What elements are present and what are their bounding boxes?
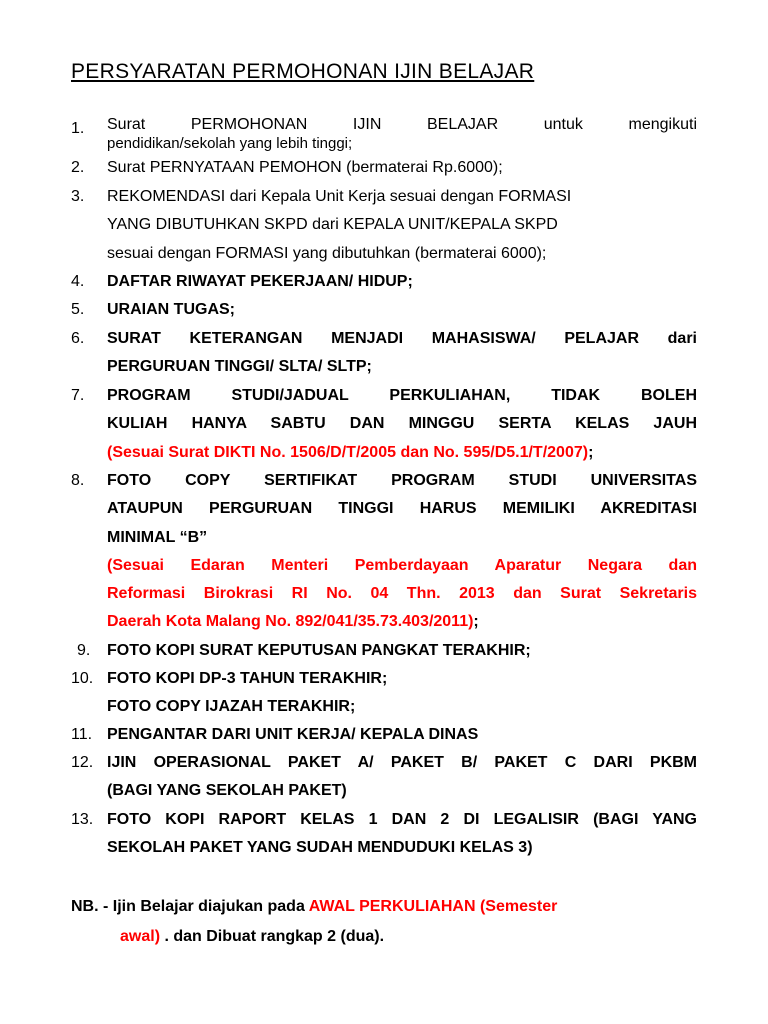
list-item: [71, 637, 697, 665]
item-number: 3.: [71, 188, 85, 205]
text-fragment: REKOMENDASI: [107, 188, 226, 205]
item-text-line: [107, 183, 697, 211]
text-fragment: PERNYATAAN PEMOHON: [149, 159, 342, 176]
item-text-line: PERGURUAN TINGGI/ SLTA/ SLTP;: [107, 358, 372, 376]
list-item: [71, 115, 697, 152]
text-fragment: FORMASI: [215, 244, 289, 262]
item-number: 13.: [71, 811, 94, 828]
text-fragment: ;: [588, 443, 594, 461]
item-number: 9.: [77, 642, 91, 659]
item-number: 12.: [71, 754, 94, 771]
item-text-line: [107, 240, 697, 268]
text-fragment: yang dibutuhkan (bermaterai 6000);: [288, 244, 547, 262]
regulation-reference: (Sesuai Edaran Menteri Pemberdayaan Aparatur Negara dan: [107, 556, 697, 574]
nb-line: [71, 922, 711, 952]
page-title: PERSYARATAN PERMOHONAN IJIN BELAJAR: [71, 60, 535, 83]
regulation-reference: (Sesuai Surat DIKTI No. 1506/D/T/2005 dan No. 595/D5.1/T/2007): [107, 443, 589, 461]
item-text-line: DAFTAR RIWAYAT PEKERJAAN/ HIDUP;: [107, 273, 413, 290]
item-text-line: PENGANTAR DARI UNIT KERJA/ KEPALA DINAS: [107, 726, 479, 743]
item-text-line: (BAGI YANG SEKOLAH PAKET): [107, 782, 347, 800]
item-text-line: FOTO KOPI RAPORT KELAS 1 DAN 2 DI LEGALISIR (BAGI YANG: [107, 811, 697, 828]
item-text-line: IJIN OPERASIONAL PAKET A/ PAKET B/ PAKET C DARI PKBM: [107, 754, 697, 771]
item-number: 2.: [71, 159, 85, 176]
list-item: [71, 154, 697, 182]
list-item: [71, 806, 697, 863]
item-text-line: [107, 608, 697, 636]
list-item: [71, 721, 697, 749]
text-fragment: Surat: [107, 159, 150, 176]
item-text-line: [107, 154, 697, 182]
nb-highlight: AWAL PERKULIAHAN (Semester: [308, 898, 558, 915]
list-item: [71, 665, 697, 722]
text-fragment: (bermaterai Rp.6000);: [341, 159, 503, 176]
nb-note: [71, 892, 711, 952]
list-item: [71, 325, 697, 382]
list-item: [71, 382, 697, 467]
text-fragment: dari Kepala Unit Kerja sesuai dengan: [225, 188, 499, 205]
list-item: [71, 749, 697, 806]
item-text-line: FOTO COPY IJAZAH TERAKHIR;: [107, 698, 356, 716]
item-number: 1.: [71, 120, 85, 137]
item-number: 10.: [71, 670, 94, 687]
item-text-line: MINIMAL “B”: [107, 528, 208, 546]
item-number: 5.: [71, 301, 85, 318]
item-text-line: [107, 439, 697, 467]
item-text-line: URAIAN TUGAS;: [107, 301, 235, 318]
item-text-line: FOTO KOPI SURAT KEPUTUSAN PANGKAT TERAKHIR;: [107, 642, 531, 659]
list-item: [71, 296, 697, 324]
item-text-line: SURAT KETERANGAN MENJADI MAHASISWA/ PELAJAR dari: [107, 330, 697, 347]
item-number: 8.: [71, 472, 85, 489]
text-fragment: sesuai dengan: [107, 244, 216, 262]
regulation-reference: Reformasi Birokrasi RI No. 04 Thn. 2013 dan Surat Sekretaris: [107, 585, 697, 603]
text-fragment: . dan Dibuat rangkap 2 (dua).: [160, 928, 385, 945]
item-number: 4.: [71, 273, 85, 290]
regulation-reference: Daerah Kota Malang No. 892/041/35.73.403/2011): [107, 613, 474, 631]
item-text-line: SEKOLAH PAKET YANG SUDAH MENDUDUKI KELAS 3): [107, 839, 533, 857]
text-fragment: ;: [473, 613, 479, 631]
item-number: 7.: [71, 387, 85, 404]
item-text-line: FOTO COPY SERTIFIKAT PROGRAM STUDI UNIVERSITAS: [107, 472, 697, 489]
list-item: [71, 183, 697, 268]
list-item: [71, 467, 697, 637]
item-text-line: FOTO KOPI DP-3 TAHUN TERAKHIR;: [107, 670, 388, 687]
item-number: 11.: [71, 726, 93, 743]
item-text-line: ATAUPUN PERGURUAN TINGGI HARUS MEMILIKI AKREDITASI: [107, 500, 697, 518]
list-item: [71, 268, 697, 296]
text-fragment: FORMASI: [498, 188, 572, 205]
item-number: 6.: [71, 330, 85, 347]
nb-line: [71, 892, 711, 922]
item-text-line: PROGRAM STUDI/JADUAL PERKULIAHAN, TIDAK BOLEH: [107, 387, 697, 404]
text-fragment: NB. - Ijin Belajar diajukan pada: [71, 898, 309, 915]
item-text-line: KULIAH HANYA SABTU DAN MINGGU SERTA KELAS JAUH: [107, 415, 697, 433]
nb-highlight: awal): [120, 928, 161, 945]
item-text-line: YANG DIBUTUHKAN SKPD dari KEPALA UNIT/KEPALA SKPD: [107, 216, 558, 234]
item-text-line: Surat PERMOHONAN IJIN BELAJAR untuk mengikuti: [107, 116, 697, 133]
item-text-line: pendidikan/sekolah yang lebih tinggi;: [107, 135, 353, 152]
